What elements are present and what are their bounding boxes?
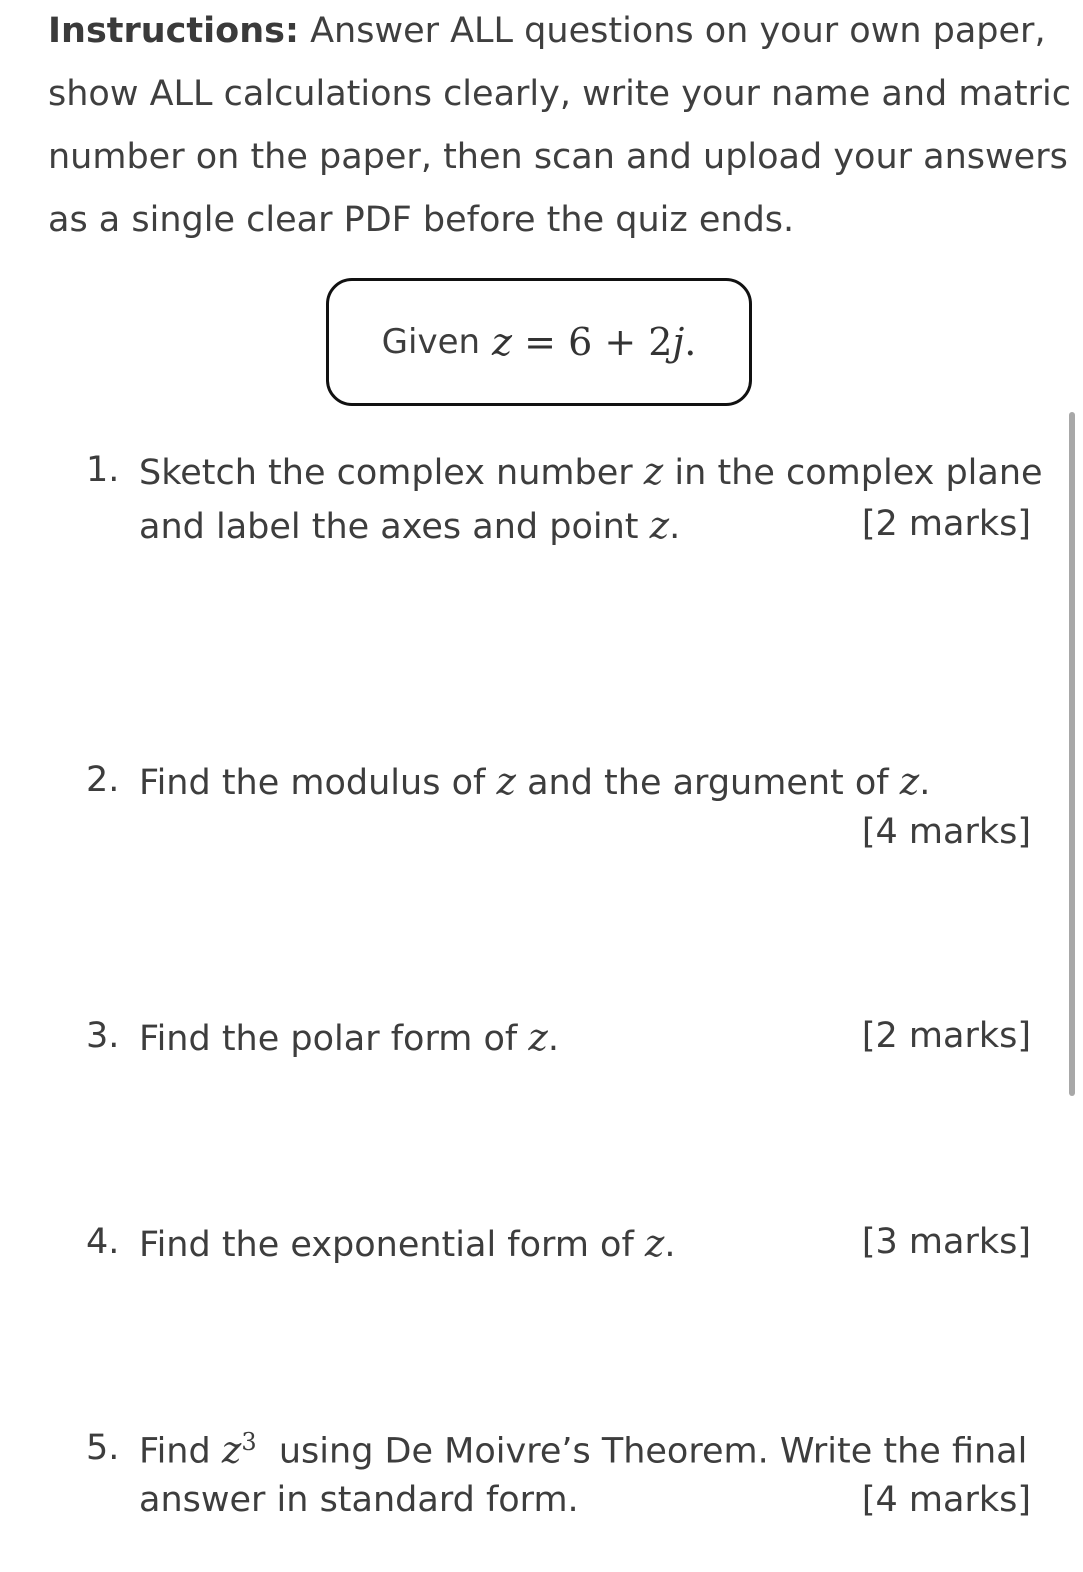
question-text: Find $z^3$ using De Moivre’s Theorem. Write the final (139, 1428, 1028, 1472)
scrollbar[interactable] (1069, 412, 1075, 1096)
question-1 (86, 450, 1043, 550)
question-marks: [2 marks] (861, 1016, 1031, 1056)
question-3 (86, 1016, 1036, 1066)
question-text: Find the exponential form of z. (139, 1222, 676, 1265)
question-text: Sketch the complex number z in the complex plane (139, 450, 1043, 493)
question-text: Find the polar form of z. (139, 1016, 559, 1059)
question-text: Find the modulus of z and the argument of z. (139, 760, 931, 803)
question-number: 4. (86, 1222, 120, 1262)
question-2 (86, 760, 1036, 860)
instructions-line-1: Instructions: Answer ALL questions on your own paper, (48, 11, 1046, 51)
question-marks: [3 marks] (861, 1222, 1031, 1262)
instructions-line-2: show ALL calculations clearly, write your name and matric (48, 74, 1072, 114)
given-prefix: Given (381, 322, 481, 362)
question-4 (86, 1222, 1036, 1272)
instructions-label: Instructions: (48, 11, 299, 51)
instructions-block (48, 0, 1072, 252)
question-number: 2. (86, 760, 120, 800)
question-5 (86, 1428, 1036, 1528)
question-marks: [4 marks] (861, 1480, 1031, 1520)
question-number: 5. (86, 1428, 120, 1468)
given-expression: z = 6 + 2j. (492, 320, 697, 364)
question-text-line-2: and label the axes and point z. (139, 504, 681, 547)
question-number: 1. (86, 450, 120, 490)
question-text-line-2: answer in standard form. (139, 1480, 579, 1520)
question-marks: [2 marks] (861, 504, 1031, 544)
question-marks: [4 marks] (861, 812, 1031, 852)
question-number: 3. (86, 1016, 120, 1056)
instructions-line-4: as a single clear PDF before the quiz ends. (48, 200, 795, 240)
given-box (326, 278, 752, 406)
instructions-line-3: number on the paper, then scan and upload your answers (48, 137, 1068, 177)
